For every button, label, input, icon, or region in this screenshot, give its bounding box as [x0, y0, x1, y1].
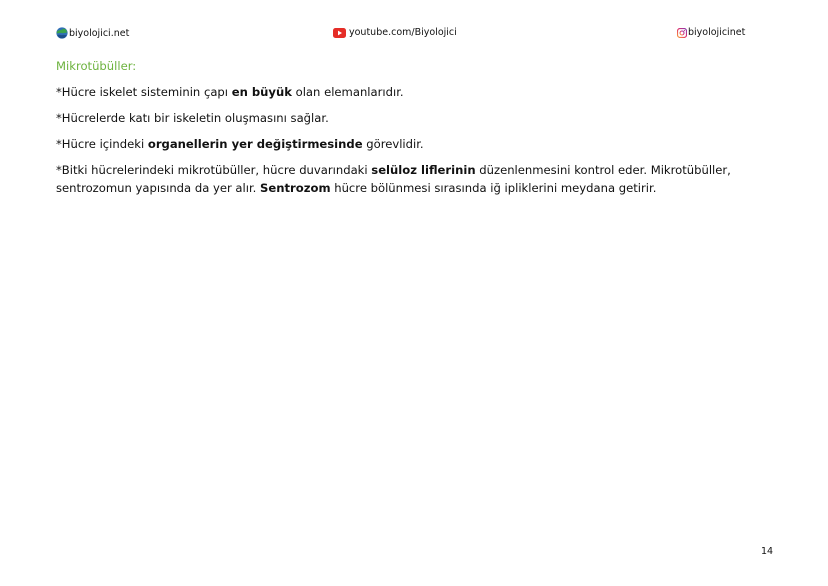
youtube-label: youtube.com/Biyolojici [349, 27, 457, 38]
section-title: Mikrotübüller: [56, 59, 137, 73]
instagram-icon [677, 28, 687, 38]
bold-segment: en büyük [231, 85, 292, 99]
text-segment: *Bitki hücrelerindeki mikrotübüller, hücre duvarındaki [56, 163, 372, 177]
bold-segment: Sentrozom [260, 181, 331, 195]
instagram-label: biyolojicinet [688, 27, 746, 38]
globe-icon [56, 27, 68, 39]
text-segment: *Hücrelerde katı bir iskeletin oluşmasını sağlar. [56, 111, 329, 125]
youtube-link[interactable] [333, 27, 457, 38]
page-number: 14 [761, 546, 774, 557]
text-segment: *Hücre iskelet sisteminin çapı [56, 85, 232, 99]
website-label: biyolojici.net [69, 27, 130, 39]
instagram-link[interactable] [677, 27, 745, 38]
paragraph-plant-cells [56, 161, 776, 197]
page-header [0, 27, 828, 45]
text-segment: *Hücre içindeki [56, 137, 148, 151]
page-content [56, 57, 776, 205]
paragraph-organelle-movement [56, 135, 776, 153]
paragraph-rigid-skeleton [56, 109, 776, 127]
text-segment: hücre bölünmesi sırasında iğ ipliklerini meydana getirir. [330, 181, 657, 195]
youtube-icon [333, 28, 346, 38]
text-segment: olan elemanlarıdır. [291, 85, 404, 99]
bold-segment: selüloz liflerinin [371, 163, 476, 177]
bold-segment: organellerin yer değiştirmesinde [147, 137, 363, 151]
paragraph-diameter [56, 83, 776, 101]
text-segment: düzenlenmesini kontrol eder. Mikrotübüller, sentrozomun yapısında da yer alır. [56, 163, 731, 195]
website-link[interactable] [56, 27, 129, 39]
text-segment: görevlidir. [362, 137, 424, 151]
